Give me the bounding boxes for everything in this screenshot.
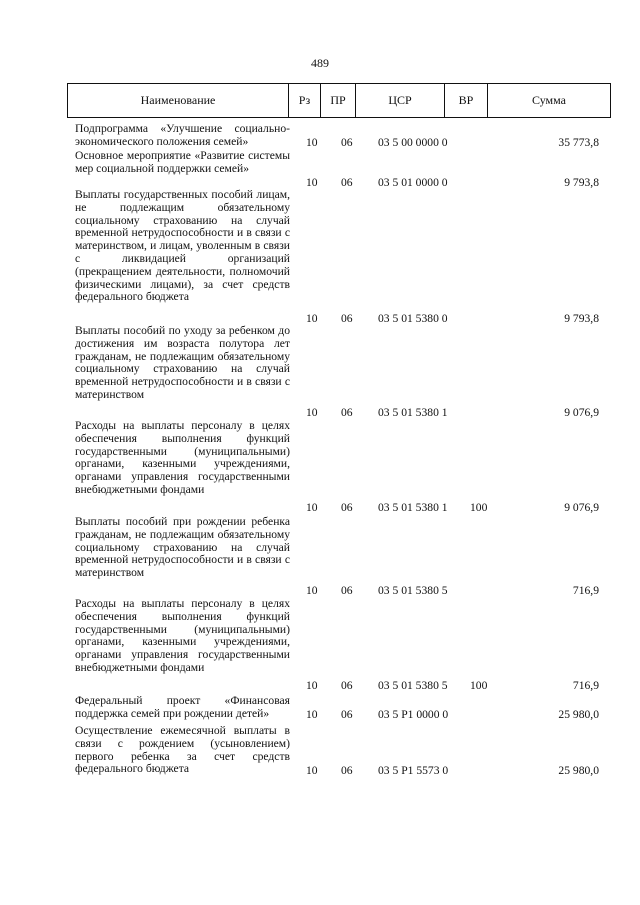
header-rz: Рз xyxy=(288,84,320,117)
row-name: Осуществление ежемесячной выплаты в связи с рождением (усыновлением) первого ребенка за счет средств федерального бюджета xyxy=(75,724,290,776)
header-csr: ЦСР xyxy=(355,84,444,117)
row-vr: 100 xyxy=(470,679,488,692)
row-pr: 06 xyxy=(341,312,353,325)
row-name: Основное мероприятие «Развитие системы мер социальной поддержки семей» xyxy=(75,149,290,175)
row-sum: 716,9 xyxy=(572,679,599,692)
header-name: Наименование xyxy=(140,93,216,107)
row-rz: 10 xyxy=(306,679,318,692)
row-name: Выплаты пособий при рождении ребенка гражданам, не подлежащим обязательному социальному страхованию на случай временной нетрудоспособности и в связи с материнством xyxy=(75,515,290,580)
row-sum: 9 076,9 xyxy=(564,406,599,419)
row-name: Расходы на выплаты персоналу в целях обеспечения выполнения функций государственными (муниципальными) органами, казенными учреждениями, органами управления государственными внебюджетными фондами xyxy=(75,419,290,496)
row-sum: 716,9 xyxy=(572,584,599,597)
row-pr: 06 xyxy=(341,406,353,419)
row-rz: 10 xyxy=(306,501,318,514)
row-csr: 03 5 01 5380 5 xyxy=(378,679,448,692)
row-name: Выплаты пособий по уходу за ребенком до достижения им возраста полутора лет гражданам, не подлежащим обязательному социальному страхованию на случай временной нетрудоспособности и в связи с материнством xyxy=(75,324,290,401)
row-pr: 06 xyxy=(341,501,353,514)
row-sum: 25 980,0 xyxy=(558,708,599,721)
row-rz: 10 xyxy=(306,764,318,777)
row-sum: 9 076,9 xyxy=(564,501,599,514)
row-name: Выплаты государственных пособий лицам, не подлежащим обязательному социальному страхованию на случай временной нетрудоспособности и в связи с материнством, и лицам, уволенным в связи с ликвидацией организаций (прекращением деятельности, полномочий физическими лицами), за счет средств федерального бюджета xyxy=(75,188,290,304)
row-vr: 100 xyxy=(470,501,488,514)
row-csr: 03 5 01 0000 0 xyxy=(378,176,448,189)
row-sum: 25 980,0 xyxy=(558,764,599,777)
header-pr: ПР xyxy=(320,84,355,117)
row-pr: 06 xyxy=(341,584,353,597)
row-sum: 35 773,8 xyxy=(558,136,599,149)
table-header xyxy=(67,83,611,118)
page-number: 489 xyxy=(311,56,329,70)
row-rz: 10 xyxy=(306,584,318,597)
row-name: Федеральный проект «Финансовая поддержка семей при рождении детей» xyxy=(75,694,290,720)
row-name: Расходы на выплаты персоналу в целях обеспечения выполнения функций государственными (муниципальными) органами, казенными учреждениями, органами управления государственными внебюджетными фондами xyxy=(75,597,290,674)
row-pr: 06 xyxy=(341,708,353,721)
row-pr: 06 xyxy=(341,176,353,189)
row-rz: 10 xyxy=(306,406,318,419)
row-csr: 03 5 Р1 5573 0 xyxy=(378,764,449,777)
row-csr: 03 5 00 0000 0 xyxy=(378,136,448,149)
row-csr: 03 5 01 5380 0 xyxy=(378,312,448,325)
row-csr: 03 5 01 5380 5 xyxy=(378,584,448,597)
row-sum: 9 793,8 xyxy=(564,312,599,325)
row-pr: 06 xyxy=(341,136,353,149)
row-pr: 06 xyxy=(341,679,353,692)
row-name: Подпрограмма «Улучшение социально-экономического положения семей» xyxy=(75,122,290,148)
row-csr: 03 5 01 5380 1 xyxy=(378,406,448,419)
header-vr: ВР xyxy=(444,84,487,117)
row-pr: 06 xyxy=(341,764,353,777)
row-csr: 03 5 01 5380 1 xyxy=(378,501,448,514)
row-rz: 10 xyxy=(306,312,318,325)
row-rz: 10 xyxy=(306,176,318,189)
row-sum: 9 793,8 xyxy=(564,176,599,189)
row-csr: 03 5 Р1 0000 0 xyxy=(378,708,449,721)
header-sum: Сумма xyxy=(487,84,610,117)
row-rz: 10 xyxy=(306,708,318,721)
row-rz: 10 xyxy=(306,136,318,149)
